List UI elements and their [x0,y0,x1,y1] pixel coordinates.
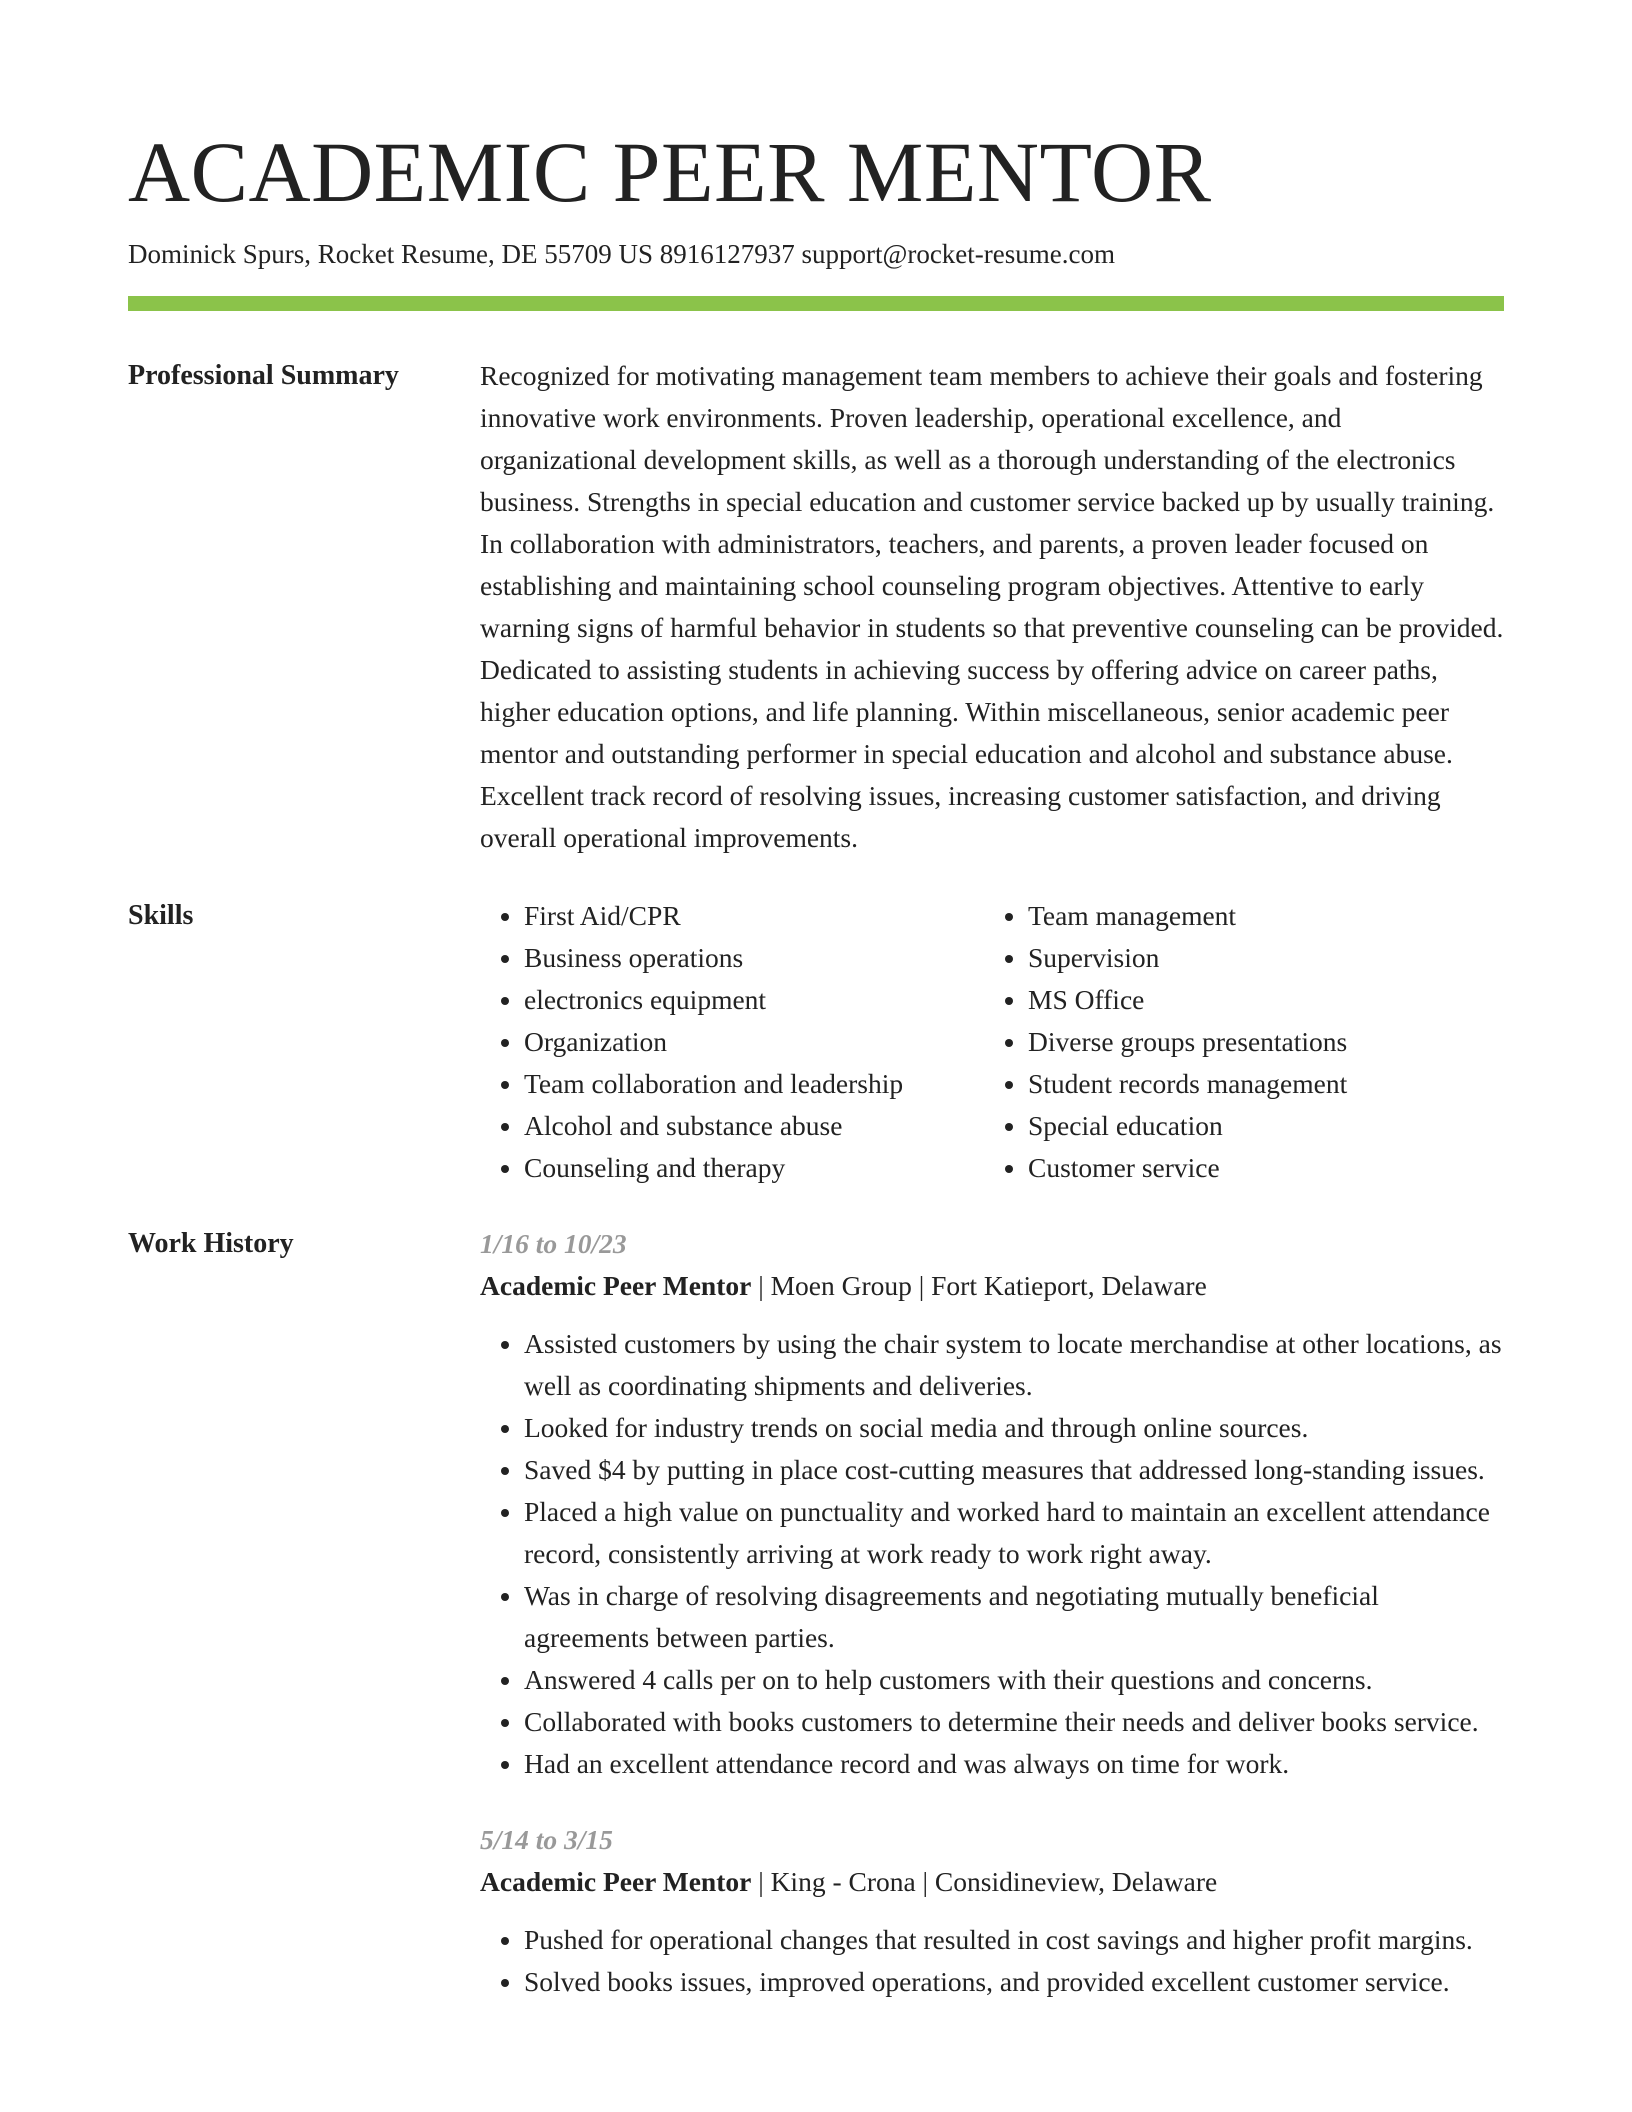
job-entry [480,1223,1504,1785]
section-body [480,1223,1504,2003]
job-details: | Moen Group | Fort Katieport, Delaware [751,1270,1207,1301]
job-title: Academic Peer Mentor [480,1866,752,1897]
job-bullet: • Answered 4 calls per on to help customers with their questions and concerns. [524,1659,1504,1701]
section-label: Work History [128,1228,294,1259]
skills-list-left [480,895,984,1189]
skill-item: • MS Office [1028,979,1488,1021]
job-dates: 5/14 to 3/15 [480,1824,613,1855]
skills-list-right [984,895,1488,1189]
section-label: Professional Summary [128,360,399,391]
job-dates: 1/16 to 10/23 [480,1228,627,1259]
skill-item: • electronics equipment [524,979,984,1021]
skill-item: • Team collaboration and leadership [524,1063,984,1105]
skill-item: • Alcohol and substance abuse [524,1105,984,1147]
job-bullet: • Solved books issues, improved operations, and provided excellent customer service. [524,1961,1504,2003]
resume-title: ACADEMIC PEER MENTOR [128,124,1212,220]
job-title: Academic Peer Mentor [480,1270,752,1301]
summary-text: Recognized for motivating management team members to achieve their goals and fostering innovative work environments. Proven leadership, operational excellence, and organizational development skills, as well as a thorough understanding of the electronics business. Strengths in special education and customer service backed up by usually training. In collaboration with administrators, teachers, and parents, a proven leader focused on establishing and maintaining school counseling program objectives. Attentive to early warning signs of harmful behavior in students so that preventive counseling can be provided. Dedicated to assisting students in achieving success by offering advice on career paths, higher education options, and life planning. Within miscellaneous, senior academic peer mentor and outstanding performer in special education and alcohol and substance abuse. Excellent track record of resolving issues, increasing customer satisfaction, and driving overall operational improvements. [480,360,1504,853]
section-label: Skills [128,900,194,931]
skill-item: • Organization [524,1021,984,1063]
skill-item: • Business operations [524,937,984,979]
skill-item: • Customer service [1028,1147,1488,1189]
section-work-history [128,1223,1504,2003]
job-details: | King - Crona | Considineview, Delaware [751,1866,1218,1897]
job-bullets [480,1323,1504,1785]
job-bullets [480,1919,1504,2003]
accent-divider [128,296,1504,311]
job-bullet: • Looked for industry trends on social media and through online sources. [524,1407,1504,1449]
skill-item: • Counseling and therapy [524,1147,984,1189]
section-body [480,895,1504,1189]
skill-item: • First Aid/CPR [524,895,984,937]
job-bullet: • Assisted customers by using the chair system to locate merchandise at other locations, as well as coordinating shipments and deliveries. [524,1323,1504,1407]
skill-item: • Team management [1028,895,1488,937]
job-bullet: • Pushed for operational changes that resulted in cost savings and higher profit margins. [524,1919,1504,1961]
skills-columns [480,895,1504,1189]
section-skills [128,895,1504,1189]
skill-item: • Supervision [1028,937,1488,979]
job-bullet: • Was in charge of resolving disagreements and negotiating mutually beneficial agreements between parties. [524,1575,1504,1659]
job-heading [480,1265,1504,1307]
job-heading [480,1861,1504,1903]
job-bullet: • Placed a high value on punctuality and worked hard to maintain an excellent attendance record, consistently arriving at work ready to work right away. [524,1491,1504,1575]
resume-page [128,0,1504,2003]
skill-item: • Special education [1028,1105,1488,1147]
section-body [480,355,1504,859]
contact-line: Dominick Spurs, Rocket Resume, DE 55709 US 8916127937 support@rocket-resume.com [128,239,1115,269]
job-bullet: • Saved $4 by putting in place cost-cutting measures that addressed long-standing issues. [524,1449,1504,1491]
skill-item: • Diverse groups presentations [1028,1021,1488,1063]
job-entry [480,1819,1504,2003]
skill-item: • Student records management [1028,1063,1488,1105]
job-bullet: • Collaborated with books customers to determine their needs and deliver books service. [524,1701,1504,1743]
job-bullet: • Had an excellent attendance record and was always on time for work. [524,1743,1504,1785]
section-professional-summary [128,355,1504,859]
